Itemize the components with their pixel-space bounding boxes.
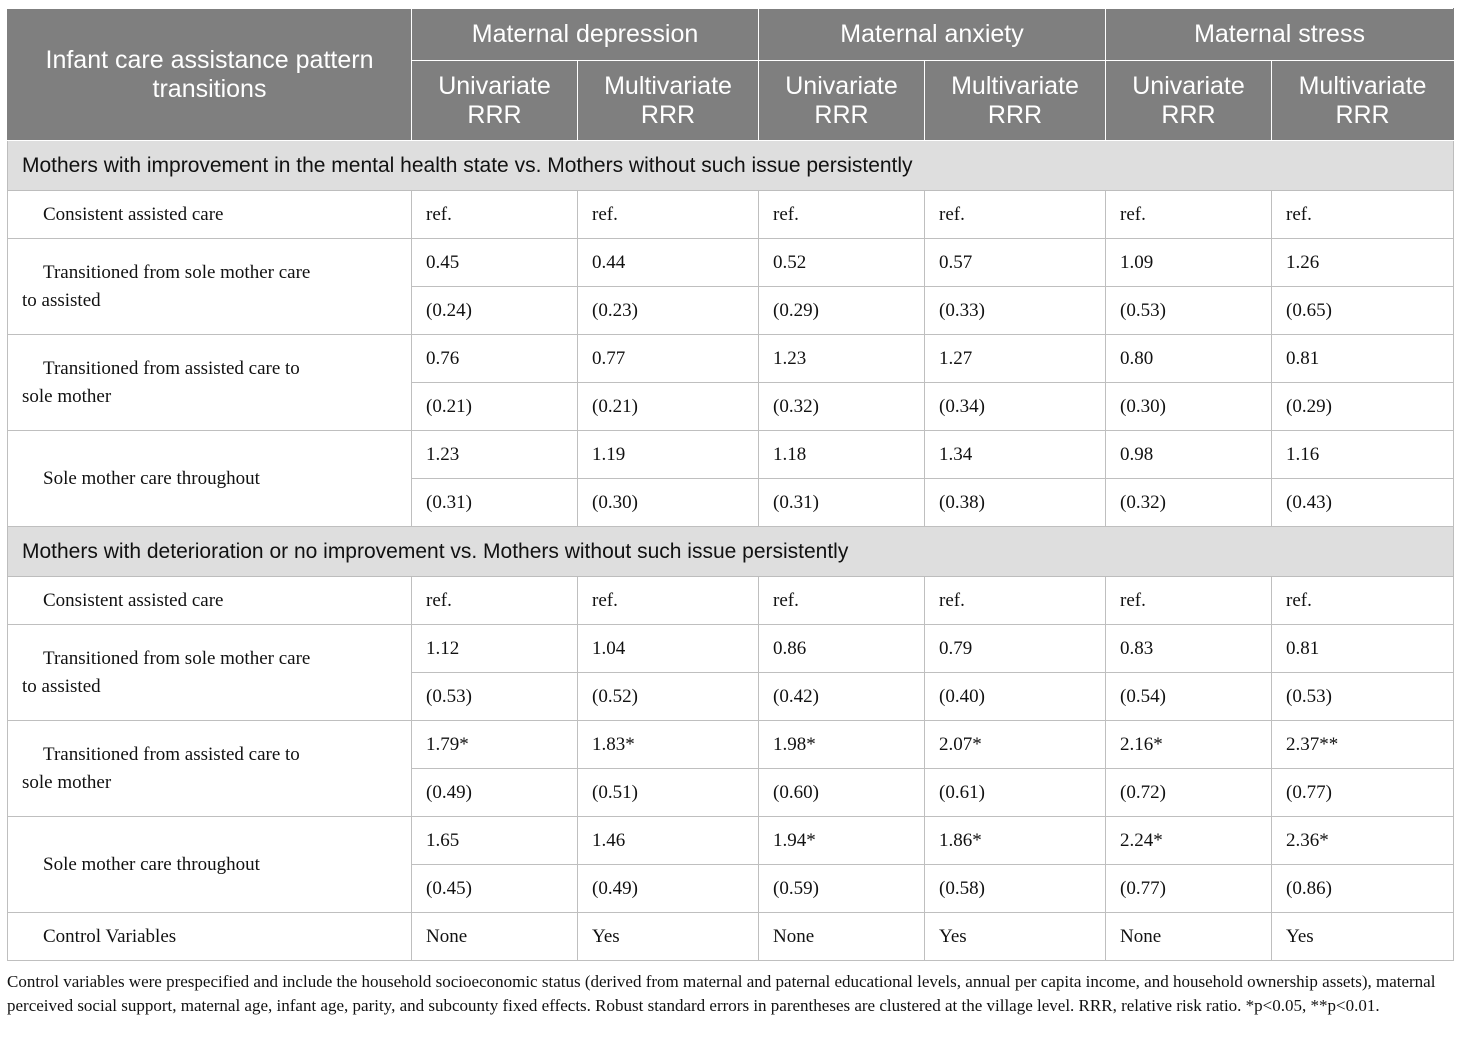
row-label-line: Control Variables: [43, 925, 177, 947]
estimate-cell: ref.: [1106, 577, 1272, 625]
standard-error-cell: (0.65): [1272, 287, 1454, 335]
standard-error-cell: (0.40): [925, 673, 1106, 721]
estimate-cell: ref.: [578, 191, 759, 239]
standard-error-cell: (0.45): [412, 865, 578, 913]
standard-error-cell: (0.24): [412, 287, 578, 335]
table-row: [8, 239, 1454, 287]
estimate-cell: 1.98*: [759, 721, 925, 769]
control-cell: None: [412, 913, 578, 961]
estimate-cell: ref.: [759, 191, 925, 239]
estimate-cell: 1.86*: [925, 817, 1106, 865]
subcolumn-header: Multivariate RRR: [578, 61, 759, 141]
row-label: [8, 335, 412, 431]
control-cell: Yes: [578, 913, 759, 961]
estimate-cell: ref.: [578, 577, 759, 625]
estimate-cell: 0.98: [1106, 431, 1272, 479]
row-label-line: Sole mother care throughout: [43, 467, 260, 489]
control-cell: None: [759, 913, 925, 961]
estimate-cell: ref.: [412, 191, 578, 239]
estimate-cell: 0.45: [412, 239, 578, 287]
row-label-line: Consistent assisted care: [43, 203, 224, 225]
standard-error-cell: (0.77): [1106, 865, 1272, 913]
estimate-cell: 0.77: [578, 335, 759, 383]
standard-error-cell: (0.51): [578, 769, 759, 817]
row-label: [8, 913, 412, 961]
estimate-cell: 0.80: [1106, 335, 1272, 383]
results-table: [7, 8, 1454, 961]
estimate-cell: 1.65: [412, 817, 578, 865]
estimate-cell: 0.76: [412, 335, 578, 383]
control-variables-row: [8, 913, 1454, 961]
standard-error-cell: (0.53): [412, 673, 578, 721]
standard-error-cell: (0.29): [759, 287, 925, 335]
estimate-cell: 1.23: [412, 431, 578, 479]
standard-error-cell: (0.77): [1272, 769, 1454, 817]
row-label-line: to assisted: [22, 289, 101, 311]
estimate-cell: 1.27: [925, 335, 1106, 383]
subcolumn-header: Univariate RRR: [412, 61, 578, 141]
standard-error-cell: (0.31): [759, 479, 925, 527]
standard-error-cell: (0.49): [578, 865, 759, 913]
row-label-line: Transitioned from sole mother care: [43, 261, 311, 283]
control-cell: Yes: [1272, 913, 1454, 961]
standard-error-cell: (0.61): [925, 769, 1106, 817]
row-label: [8, 577, 412, 625]
table-row: [8, 721, 1454, 769]
row-label-line: Transitioned from assisted care to: [43, 357, 300, 379]
group-header-anxiety: Maternal anxiety: [759, 9, 1106, 61]
standard-error-cell: (0.31): [412, 479, 578, 527]
standard-error-cell: (0.29): [1272, 383, 1454, 431]
standard-error-cell: (0.32): [1106, 479, 1272, 527]
standard-error-cell: (0.53): [1272, 673, 1454, 721]
standard-error-cell: (0.59): [759, 865, 925, 913]
estimate-cell: ref.: [412, 577, 578, 625]
estimate-cell: 1.18: [759, 431, 925, 479]
estimate-cell: ref.: [925, 191, 1106, 239]
estimate-cell: 0.83: [1106, 625, 1272, 673]
estimate-cell: 0.79: [925, 625, 1106, 673]
table-row: [8, 335, 1454, 383]
estimate-cell: ref.: [1272, 191, 1454, 239]
row-label-line: sole mother: [22, 771, 112, 793]
estimate-cell: 1.83*: [578, 721, 759, 769]
section-header-row: [8, 141, 1454, 191]
table-row: [8, 431, 1454, 479]
row-label: [8, 625, 412, 721]
estimate-cell: 2.36*: [1272, 817, 1454, 865]
standard-error-cell: (0.21): [578, 383, 759, 431]
standard-error-cell: (0.38): [925, 479, 1106, 527]
table-body: [8, 141, 1454, 961]
estimate-cell: 2.16*: [1106, 721, 1272, 769]
standard-error-cell: (0.49): [412, 769, 578, 817]
table-header: [8, 9, 1454, 141]
control-cell: Yes: [925, 913, 1106, 961]
subcolumn-header: Multivariate RRR: [925, 61, 1106, 141]
standard-error-cell: (0.34): [925, 383, 1106, 431]
standard-error-cell: (0.60): [759, 769, 925, 817]
estimate-cell: 0.81: [1272, 625, 1454, 673]
estimate-cell: 2.07*: [925, 721, 1106, 769]
estimate-cell: 1.19: [578, 431, 759, 479]
standard-error-cell: (0.32): [759, 383, 925, 431]
standard-error-cell: (0.58): [925, 865, 1106, 913]
row-label: [8, 191, 412, 239]
estimate-cell: ref.: [759, 577, 925, 625]
results-table-container: [7, 8, 1453, 961]
estimate-cell: 1.26: [1272, 239, 1454, 287]
standard-error-cell: (0.33): [925, 287, 1106, 335]
standard-error-cell: (0.21): [412, 383, 578, 431]
table-footnote: Control variables were prespecified and include the household socioeconomic status (derived from maternal and paternal educational levels, annual per capita income, and household ownership assets), maternal perceived social support, maternal age, infant age, parity, and subcounty fixed effects. Robust standard errors in parentheses are clustered at the village level. RRR, relative risk ratio. *p<0.05, **p<0.01.: [7, 972, 1436, 1015]
estimate-cell: 0.86: [759, 625, 925, 673]
estimate-cell: 1.46: [578, 817, 759, 865]
standard-error-cell: (0.72): [1106, 769, 1272, 817]
estimate-cell: 2.37**: [1272, 721, 1454, 769]
subcolumn-header: Univariate RRR: [759, 61, 925, 141]
row-label-line: sole mother: [22, 385, 112, 407]
table-row: [8, 817, 1454, 865]
section-title: Mothers with improvement in the mental health state vs. Mothers without such issue persistently: [8, 141, 1454, 191]
row-label-line: Consistent assisted care: [43, 589, 224, 611]
row-label-header: Infant care assistance pattern transitions: [8, 9, 412, 141]
table-row: [8, 625, 1454, 673]
estimate-cell: 1.94*: [759, 817, 925, 865]
row-label: [8, 721, 412, 817]
standard-error-cell: (0.86): [1272, 865, 1454, 913]
estimate-cell: ref.: [1272, 577, 1454, 625]
estimate-cell: 0.44: [578, 239, 759, 287]
section-header-row: [8, 527, 1454, 577]
estimate-cell: 0.52: [759, 239, 925, 287]
standard-error-cell: (0.30): [578, 479, 759, 527]
estimate-cell: 0.81: [1272, 335, 1454, 383]
standard-error-cell: (0.43): [1272, 479, 1454, 527]
estimate-cell: 1.23: [759, 335, 925, 383]
estimate-cell: 0.57: [925, 239, 1106, 287]
row-label-line: Transitioned from sole mother care: [43, 647, 311, 669]
row-label-line: Sole mother care throughout: [43, 853, 260, 875]
group-header-depression: Maternal depression: [412, 9, 759, 61]
row-label: [8, 817, 412, 913]
group-header-stress: Maternal stress: [1106, 9, 1454, 61]
table-row: [8, 191, 1454, 239]
standard-error-cell: (0.52): [578, 673, 759, 721]
standard-error-cell: (0.23): [578, 287, 759, 335]
subcolumn-header: Multivariate RRR: [1272, 61, 1454, 141]
standard-error-cell: (0.42): [759, 673, 925, 721]
standard-error-cell: (0.53): [1106, 287, 1272, 335]
row-label: [8, 431, 412, 527]
control-cell: None: [1106, 913, 1272, 961]
estimate-cell: 2.24*: [1106, 817, 1272, 865]
estimate-cell: 1.79*: [412, 721, 578, 769]
estimate-cell: 1.34: [925, 431, 1106, 479]
estimate-cell: 1.09: [1106, 239, 1272, 287]
subcolumn-header: Univariate RRR: [1106, 61, 1272, 141]
standard-error-cell: (0.54): [1106, 673, 1272, 721]
section-title: Mothers with deterioration or no improvement vs. Mothers without such issue persistently: [8, 527, 1454, 577]
standard-error-cell: (0.30): [1106, 383, 1272, 431]
estimate-cell: ref.: [925, 577, 1106, 625]
estimate-cell: 1.16: [1272, 431, 1454, 479]
row-label-line: to assisted: [22, 675, 101, 697]
row-label-line: Transitioned from assisted care to: [43, 743, 300, 765]
estimate-cell: ref.: [1106, 191, 1272, 239]
estimate-cell: 1.12: [412, 625, 578, 673]
table-row: [8, 577, 1454, 625]
row-label: [8, 239, 412, 335]
estimate-cell: 1.04: [578, 625, 759, 673]
